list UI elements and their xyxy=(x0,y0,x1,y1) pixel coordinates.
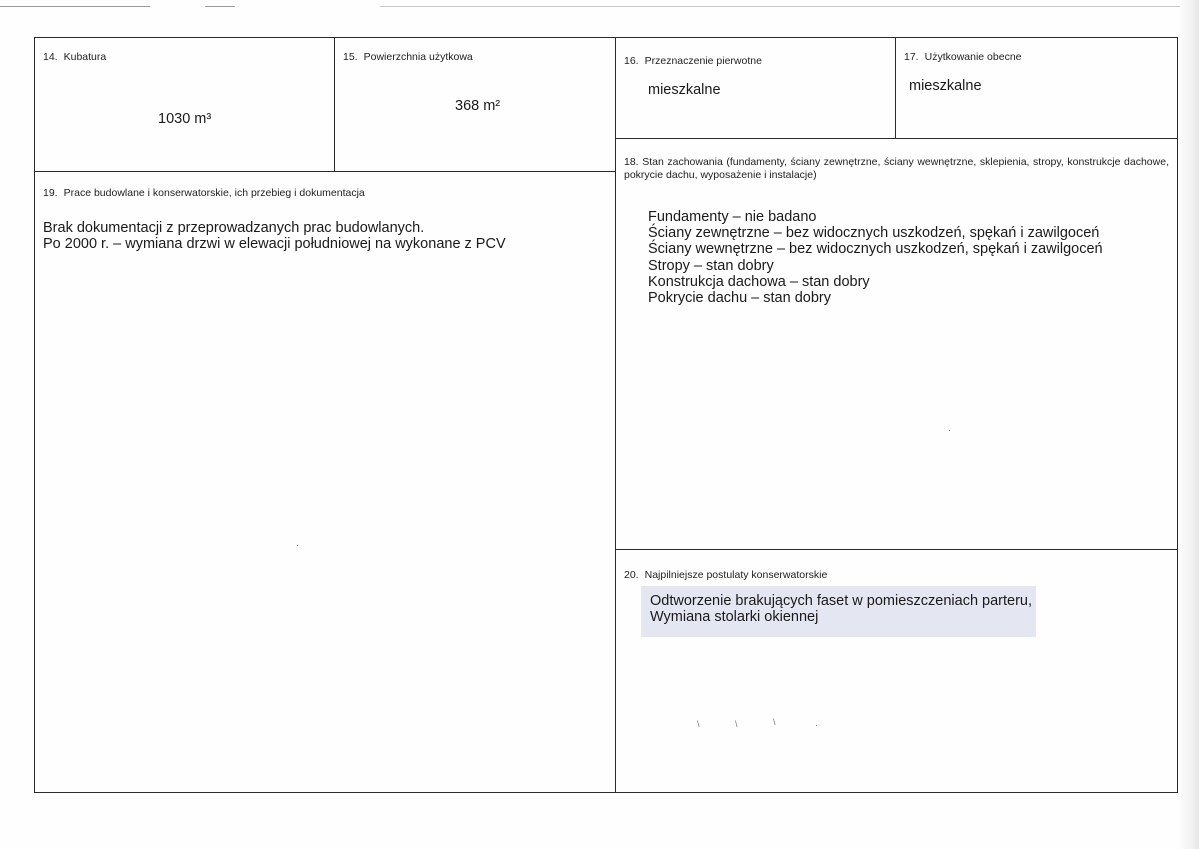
field-18-line: Konstrukcja dachowa – stan dobry xyxy=(648,273,870,290)
field-20-content xyxy=(650,593,1032,625)
field-15-number: 15. xyxy=(343,51,358,63)
scan-edge xyxy=(1177,0,1199,849)
field-20-line: Odtworzenie brakujących faset w pomieszczeniach parteru, xyxy=(650,593,1033,609)
field-18-line: Fundamenty – nie badano xyxy=(648,209,817,225)
field-15-label xyxy=(343,51,473,64)
field-18-line: Ściany wewnętrzne – bez widocznych uszkodzeń, spękań i zawilgoceń xyxy=(648,241,1103,258)
field-20-number: 20. xyxy=(624,569,639,581)
field-18-line: Stropy – stan dobry xyxy=(648,257,774,274)
field-19-line: Po 2000 r. – wymiana drzwi w elewacji południowej na wykonane z PCV xyxy=(43,236,506,253)
field-16-label xyxy=(624,55,762,68)
field-17-number: 17. xyxy=(904,51,919,63)
scan-speck: \ xyxy=(735,719,738,729)
field-14-label xyxy=(43,51,106,64)
field-17-value: mieszkalne xyxy=(909,78,982,94)
field-16-number: 16. xyxy=(624,55,639,67)
scan-speck: · xyxy=(815,720,818,730)
field-17-label xyxy=(904,51,1022,64)
field-20-line: Wymiana stolarki okiennej xyxy=(650,609,819,626)
field-18-label-text: Stan zachowania (fundamenty, ściany zewnętrzne, ściany wewnętrzne, sklepienia, stropy, konstrukcje dachowe, pokrycie dachu, wyposażenie i instalacje) xyxy=(624,156,1169,181)
field-16-label-text: Przeznaczenie pierwotne xyxy=(644,55,762,67)
field-18-stan-zachowania xyxy=(615,138,1178,550)
field-18-label xyxy=(624,156,1169,182)
scan-speck: · xyxy=(948,425,951,435)
field-18-number: 18. xyxy=(624,156,639,168)
scan-artifact-line xyxy=(205,6,235,7)
field-18-content xyxy=(648,209,1103,306)
field-20-label xyxy=(624,569,827,582)
field-19-label-text: Prace budowlane i konserwatorskie, ich przebieg i dokumentacja xyxy=(63,187,365,199)
field-18-line: Ściany zewnętrzne – bez widocznych uszkodzeń, spękań i zawilgoceń xyxy=(648,225,1100,242)
field-14-number: 14. xyxy=(43,51,58,63)
scan-speck: · xyxy=(296,540,299,550)
field-14-value: 1030 m³ xyxy=(158,111,212,127)
scan-artifact-line xyxy=(380,6,1180,7)
scan-artifact-line xyxy=(0,6,150,7)
field-19-content xyxy=(43,220,506,252)
field-19-line: Brak dokumentacji z przeprowadzanych prac budowlanych. xyxy=(43,220,425,236)
scan-speck: \ xyxy=(697,719,700,729)
field-19-prace-budowlane xyxy=(34,171,616,793)
field-17-label-text: Użytkowanie obecne xyxy=(924,51,1022,63)
field-19-label xyxy=(43,187,365,200)
scan-speck: \ xyxy=(773,717,776,727)
field-18-line: Pokrycie dachu – stan dobry xyxy=(648,290,831,307)
field-15-label-text: Powierzchnia użytkowa xyxy=(363,51,473,63)
field-20-label-text: Najpilniejsze postulaty konserwatorskie xyxy=(644,569,828,581)
field-19-number: 19. xyxy=(43,187,58,199)
field-14-label-text: Kubatura xyxy=(63,51,107,63)
field-15-value: 368 m² xyxy=(455,98,501,114)
field-16-value: mieszkalne xyxy=(648,82,721,98)
